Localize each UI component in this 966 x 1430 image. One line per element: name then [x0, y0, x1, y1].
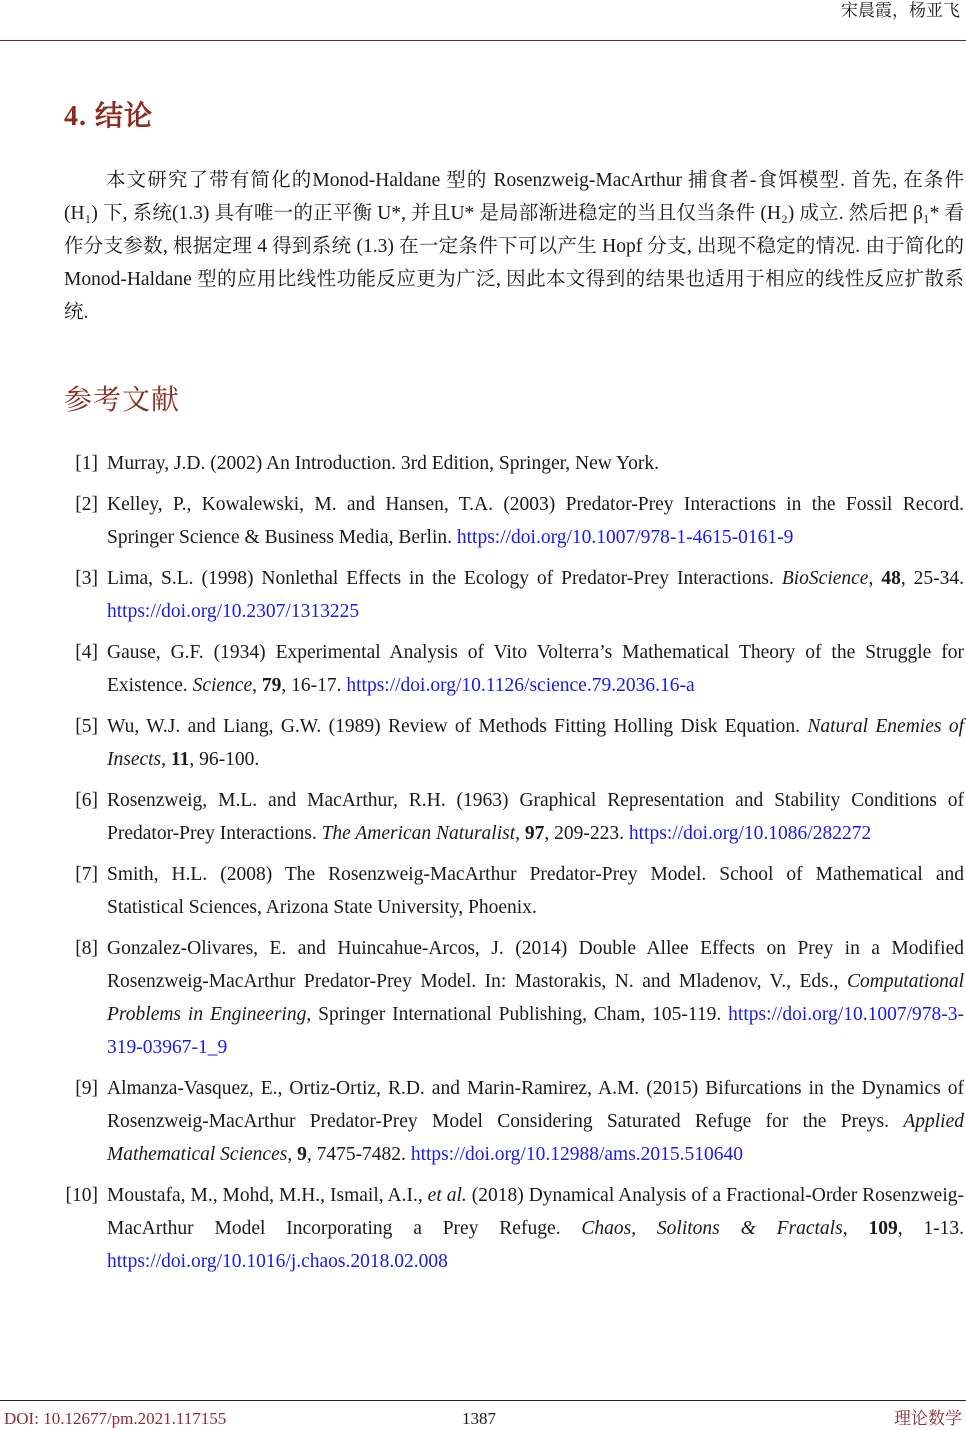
reference-journal: Natural Enemies of Insects [107, 716, 964, 770]
running-head-authors: 宋晨霞，杨亚飞 [841, 1, 960, 20]
reference-item [64, 636, 964, 702]
reference-text: , 96-100. [189, 749, 260, 770]
reference-volume: 48 [881, 568, 901, 589]
reference-number: [5] [75, 716, 98, 737]
reference-doi-link[interactable]: https://doi.org/10.2307/1313225 [107, 601, 360, 622]
reference-text: , 209-223. [544, 823, 629, 844]
reference-text: Wu, W.J. and Liang, G.W. (1989) Review of Methods Fitting Holling Disk Equation. [107, 716, 808, 737]
reference-text: Rosenzweig, M.L. and MacArthur, R.H. (1963) Graphical Representation and Stability Conditions of Predator-Prey Interactions. [107, 790, 964, 844]
reference-item [64, 488, 964, 554]
footer-journal: 理论数学 [894, 1409, 962, 1428]
reference-volume: 11 [170, 749, 190, 770]
footer-rule [0, 1400, 966, 1401]
reference-doi-link[interactable]: https://doi.org/10.1086/282272 [628, 823, 872, 844]
conclusion-paragraph: 本文研究了带有简化的Monod-Haldane 型的 Rosenzweig-MacArthur 捕食者-食饵模型. 首先, 在条件(H₁) 下, 系统(1.3) 具有唯一的正平衡 U*, 并且U* 是局部渐进稳定的当且仅当条件 (H₂) 成立. 然后把 β₁* 看作分支参数, 根据定理 4 得到系统 (1.3) 在一定条件下可以产生 Hopf 分支, 出现不稳定的情况. 由于简化的 Monod-Haldane 型的应用比线性功能反应更为广泛, 因此本文得到的结果也适用于相应的线性反应扩散系统. [64, 170, 964, 323]
reference-doi-link[interactable]: https://doi.org/10.1007/978-1-4615-0161-9 [456, 527, 794, 548]
reference-text: , 1-13. [897, 1218, 965, 1239]
reference-number: [9] [75, 1078, 98, 1099]
reference-text: , [161, 749, 171, 770]
reference-number: [1] [75, 453, 98, 474]
reference-item [64, 562, 964, 628]
reference-item [64, 1072, 964, 1171]
reference-text: Almanza-Vasquez, E., Ortiz-Ortiz, R.D. and Marin-Ramirez, A.M. (2015) Bifurcations in the Dynamics of Rosenzweig-MacArthur Predator-Prey Model Considering Saturated Refuge for the Preys. [107, 1078, 964, 1132]
header-rule [0, 40, 966, 41]
reference-number: [4] [75, 642, 98, 663]
reference-number: [8] [75, 938, 98, 959]
reference-text: , Springer International Publishing, Cham, 105-119. [306, 1004, 729, 1025]
reference-text: Smith, H.L. (2008) The Rosenzweig-MacArthur Predator-Prey Model. School of Mathematical and Statistical Sciences, Arizona State University, Phoenix. [107, 864, 964, 918]
reference-volume: 9 [297, 1144, 307, 1165]
reference-doi-link[interactable]: https://doi.org/10.1126/science.79.2036.16-a [346, 675, 695, 696]
reference-text: , [515, 823, 525, 844]
reference-number: [7] [75, 864, 98, 885]
reference-doi-link[interactable]: https://doi.org/10.1016/j.chaos.2018.02.008 [107, 1251, 448, 1272]
reference-journal: BioScience [781, 568, 869, 589]
reference-volume: 97 [524, 823, 545, 844]
reference-text: Lima, S.L. (1998) Nonlethal Effects in the Ecology of Predator-Prey Interactions. [107, 568, 782, 589]
reference-text: , [868, 568, 882, 589]
reference-item [64, 858, 964, 924]
reference-number: [10] [65, 1185, 98, 1206]
reference-item [64, 784, 964, 850]
reference-item [64, 932, 964, 1064]
reference-journal: Computational Problems in Engineering [107, 971, 964, 1025]
reference-volume: 109 [868, 1218, 898, 1239]
reference-journal: et al. [427, 1185, 467, 1206]
section-heading-references: 参考文献 [64, 385, 181, 416]
reference-text: , 7475-7482. [306, 1144, 411, 1165]
reference-doi-link[interactable]: https://doi.org/10.1007/978-3-319-03967-1_9 [107, 1004, 964, 1058]
reference-journal: Applied Mathematical Sciences [107, 1111, 964, 1165]
section-heading-conclusion: 4. 结论 [64, 101, 154, 132]
reference-volume: 79 [261, 675, 282, 696]
reference-item [64, 447, 964, 480]
reference-item [64, 710, 964, 776]
reference-number: [3] [75, 568, 98, 589]
reference-journal: Chaos, Solitons & Fractals [581, 1218, 843, 1239]
reference-text: , [287, 1144, 298, 1165]
reference-text: Gause, G.F. (1934) Experimental Analysis of Vito Volterra’s Mathematical Theory of the Struggle for Existence. [107, 642, 964, 696]
reference-text: (2018) Dynamical Analysis of a Fractional-Order Rosenzweig-MacArthur Model Incorporating a Prey Refuge. [107, 1185, 964, 1239]
reference-number: [6] [75, 790, 98, 811]
page-number: 1387 [462, 1409, 496, 1428]
reference-journal: The American Naturalist [321, 823, 516, 844]
reference-text: , [252, 675, 262, 696]
reference-text: Murray, J.D. (2002) An Introduction. 3rd Edition, Springer, New York. [107, 453, 660, 474]
reference-text: Gonzalez-Olivares, E. and Huincahue-Arcos, J. (2014) Double Allee Effects on Prey in a Modified Rosenzweig-MacArthur Predator-Prey Model. In: Mastorakis, N. and Mladenov, V., Eds., [107, 938, 964, 992]
reference-number: [2] [75, 494, 98, 515]
reference-journal: Science [192, 675, 253, 696]
reference-text: , 25-34. [900, 568, 965, 589]
reference-item [64, 1179, 964, 1278]
reference-doi-link[interactable]: https://doi.org/10.12988/ams.2015.510640 [410, 1144, 744, 1165]
reference-text: Moustafa, M., Mohd, M.H., Ismail, A.I., [107, 1185, 428, 1206]
reference-list [64, 447, 964, 1286]
footer-doi: DOI: 10.12677/pm.2021.117155 [4, 1409, 227, 1428]
reference-text: Kelley, P., Kowalewski, M. and Hansen, T.A. (2003) Predator-Prey Interactions in the Fossil Record. Springer Science & Business Media, Berlin. [107, 494, 964, 548]
reference-text: , 16-17. [281, 675, 347, 696]
reference-text: , [842, 1218, 869, 1239]
